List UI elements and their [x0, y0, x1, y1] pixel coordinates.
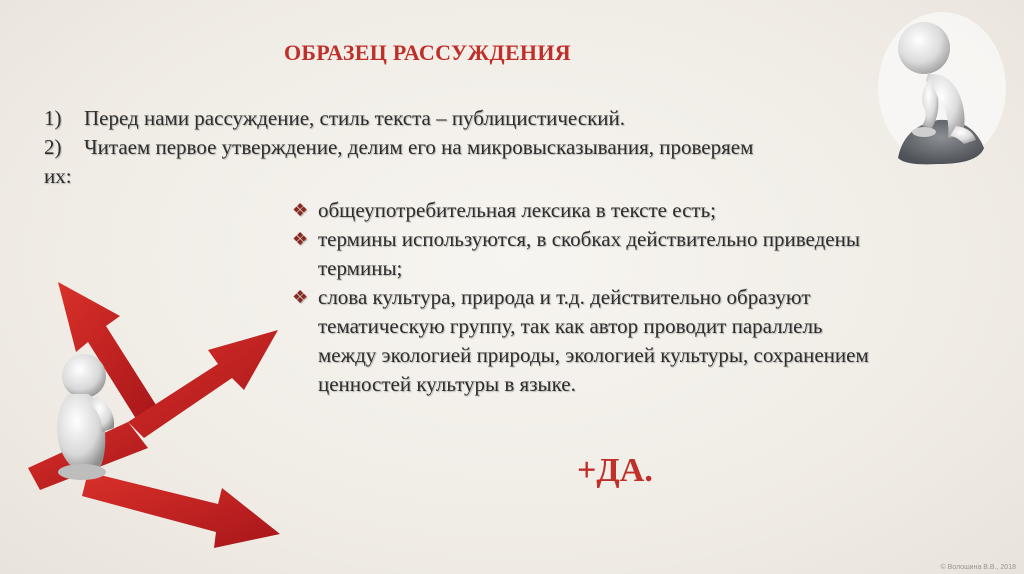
diamond-bullet-icon: ❖: [292, 200, 309, 220]
item-text-tail: их:: [44, 164, 72, 188]
bullet-text: [318, 283, 869, 399]
list-item-continuation: [44, 162, 914, 191]
bullet-item: [292, 283, 992, 399]
copyright-footer: © Волошина В.В., 2018: [940, 564, 1016, 571]
bullet-text: [318, 196, 716, 225]
item-text: Перед нами рассуждение, стиль текста – публицистический.: [84, 106, 626, 130]
bullet-line: между экологией природы, экологией культуры, сохранением: [318, 343, 869, 367]
item-number: 2): [44, 135, 62, 159]
answer-text: +ДА.: [577, 452, 653, 489]
bullet-line: слова культура, природа и т.д. действительно образуют: [318, 285, 811, 309]
diamond-bullet-icon: ❖: [292, 287, 309, 307]
diamond-bullet-icon: ❖: [292, 229, 309, 249]
item-text: Читаем первое утверждение, делим его на микровысказывания, проверяем: [84, 135, 754, 159]
bullet-line: ценностей культуры в языке.: [318, 372, 576, 396]
item-number: 1): [44, 106, 62, 130]
numbered-list: [44, 104, 914, 191]
bullet-item: [292, 196, 992, 225]
bullet-line: общеупотребительная лексика в тексте есть;: [318, 198, 716, 222]
slide-title: ОБРАЗЕЦ РАССУЖДЕНИЯ: [284, 40, 571, 65]
bullet-item: [292, 225, 992, 283]
bullet-text: [318, 225, 860, 283]
bullet-line: термины используются, в скобках действительно приведены: [318, 227, 860, 251]
bullet-list: [292, 196, 992, 399]
thinker-figure-icon: [868, 8, 1008, 168]
list-item: [44, 133, 914, 162]
crossroad-arrows-icon: [18, 272, 298, 572]
bullet-line: термины;: [318, 256, 403, 280]
list-item: [44, 104, 914, 133]
bullet-line: тематическую группу, так как автор проводит параллель: [318, 314, 823, 338]
